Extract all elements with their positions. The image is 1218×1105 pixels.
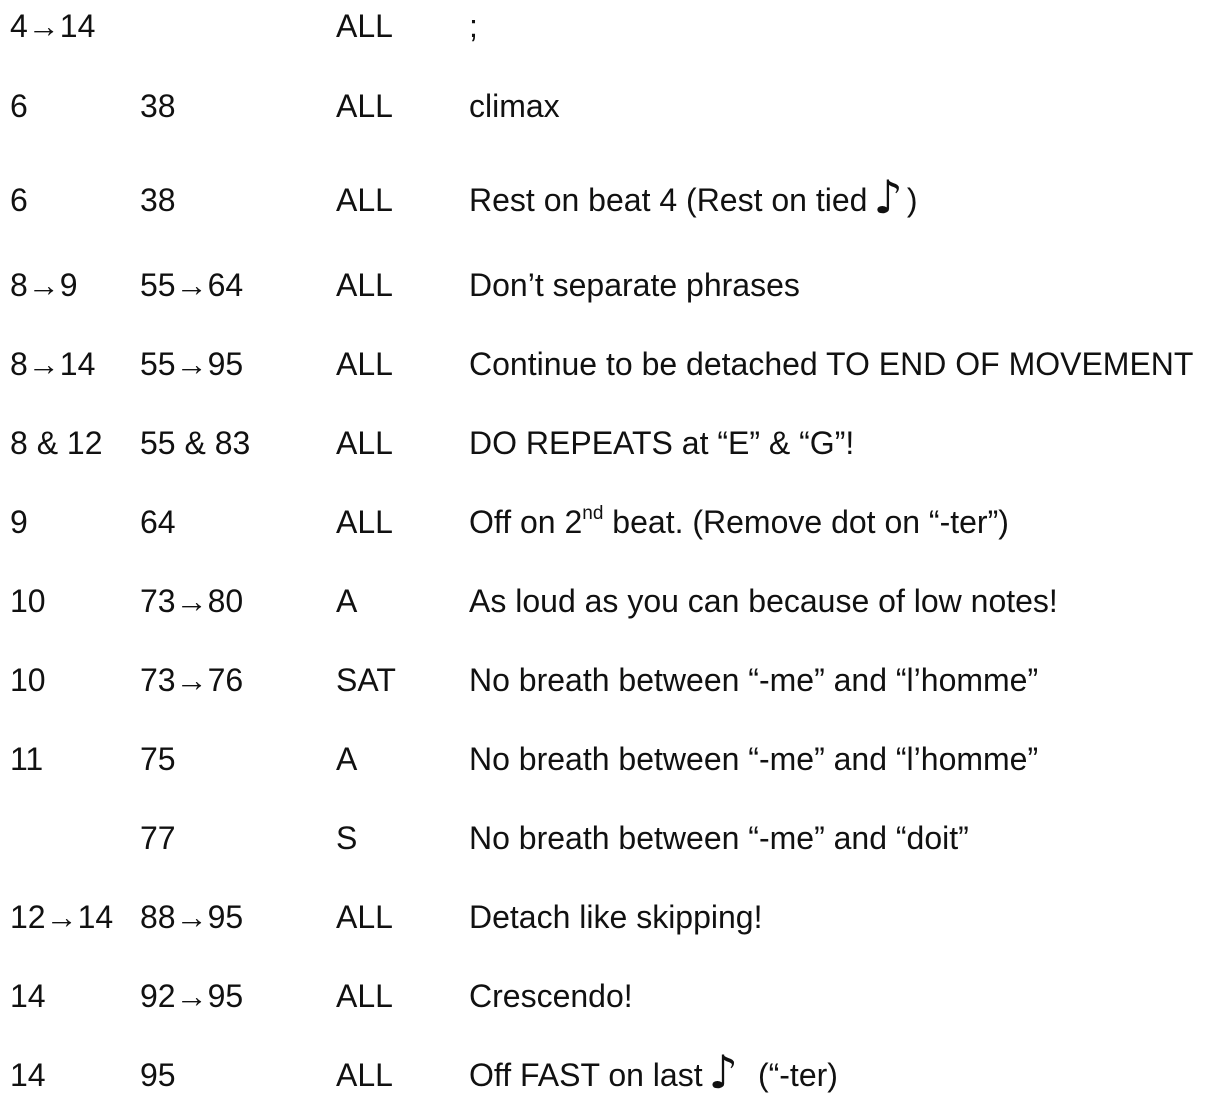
measure-reference: 73→80	[140, 583, 244, 619]
note-row-13	[0, 972, 1218, 1020]
measure-reference: 73→76	[140, 662, 244, 698]
page-reference: 6	[10, 182, 28, 218]
instruction-text: Detach like skipping!	[469, 899, 763, 935]
note-row-8	[0, 577, 1218, 625]
measure-reference: 64	[140, 504, 176, 540]
instruction-text-part: Rest on beat 4 (Rest on tied	[469, 182, 868, 218]
instruction-text: As loud as you can because of low notes!	[469, 583, 1058, 619]
note-row-2	[0, 82, 1218, 130]
note-row-10	[0, 735, 1218, 783]
voice-part: SAT	[336, 662, 396, 698]
instruction-text: Crescendo!	[469, 978, 633, 1014]
page-reference: 4→14	[10, 8, 96, 44]
page-reference: 14	[10, 978, 46, 1014]
page-reference: 10	[10, 662, 46, 698]
note-row-12	[0, 893, 1218, 941]
measure-reference: 38	[140, 88, 176, 124]
note-row-6	[0, 419, 1218, 467]
instruction-text: No breath between “-me” and “l’homme”	[469, 662, 1039, 698]
voice-part: ALL	[336, 267, 393, 303]
voice-part: ALL	[336, 978, 393, 1014]
voice-part: ALL	[336, 425, 393, 461]
page-reference: 8→14	[10, 346, 96, 382]
note-row-9	[0, 656, 1218, 704]
instruction-text: climax	[469, 88, 560, 124]
note-row-5	[0, 340, 1218, 388]
page-reference: 14	[10, 1057, 46, 1093]
voice-part: ALL	[336, 504, 393, 540]
voice-part: A	[336, 741, 358, 777]
voice-part: A	[336, 583, 358, 619]
eighth-note-icon: ♪	[708, 1045, 738, 1099]
instruction-text	[469, 170, 918, 224]
voice-part: ALL	[336, 899, 393, 935]
instruction-text	[469, 1045, 838, 1099]
voice-part: ALL	[336, 88, 393, 124]
page-reference: 6	[10, 88, 28, 124]
measure-reference: 75	[140, 741, 176, 777]
instruction-text: ;	[469, 8, 478, 44]
instruction-text: DO REPEATS at “E” & “G”!	[469, 425, 855, 461]
page-reference: 10	[10, 583, 46, 619]
note-row-1	[0, 2, 1218, 50]
note-row-11	[0, 814, 1218, 862]
page-reference: 11	[10, 741, 44, 777]
voice-part: S	[336, 820, 358, 856]
instruction-text: Don’t separate phrases	[469, 267, 800, 303]
instruction-text-part: )	[906, 182, 918, 218]
measure-reference: 95	[140, 1057, 176, 1093]
measure-reference: 55→64	[140, 267, 244, 303]
instruction-text-part: Off FAST on last	[469, 1057, 703, 1093]
measure-reference: 55 & 83	[140, 425, 251, 461]
voice-part: ALL	[336, 8, 393, 44]
voice-part: ALL	[336, 1057, 393, 1093]
note-row-14	[0, 1045, 1218, 1099]
instruction-text: No breath between “-me” and “l’homme”	[469, 741, 1039, 777]
measure-reference: 55→95	[140, 346, 244, 382]
instruction-text-part: beat. (Remove dot on “-ter”)	[603, 504, 1009, 540]
voice-part: ALL	[336, 182, 393, 218]
page-reference: 8 & 12	[10, 425, 103, 461]
note-row-7	[0, 498, 1218, 546]
instruction-text-part: Off on 2	[469, 504, 583, 540]
note-row-3	[0, 170, 1218, 224]
measure-reference: 77	[140, 820, 176, 856]
instruction-text: Continue to be detached TO END OF MOVEMENT	[469, 346, 1194, 382]
voice-part: ALL	[336, 346, 393, 382]
measure-reference: 92→95	[140, 978, 244, 1014]
instruction-text-part: (“-ter)	[757, 1057, 838, 1093]
ordinal-suffix: nd	[582, 503, 604, 525]
instruction-text	[469, 498, 1009, 546]
page-reference: 8→9	[10, 267, 78, 303]
note-row-4	[0, 261, 1218, 309]
measure-reference: 38	[140, 182, 176, 218]
instruction-text: No breath between “-me” and “doit”	[469, 820, 969, 856]
measure-reference: 88→95	[140, 899, 244, 935]
page-reference: 12→14	[10, 899, 114, 935]
eighth-note-icon: ♪	[873, 170, 903, 224]
page-reference: 9	[10, 504, 28, 540]
